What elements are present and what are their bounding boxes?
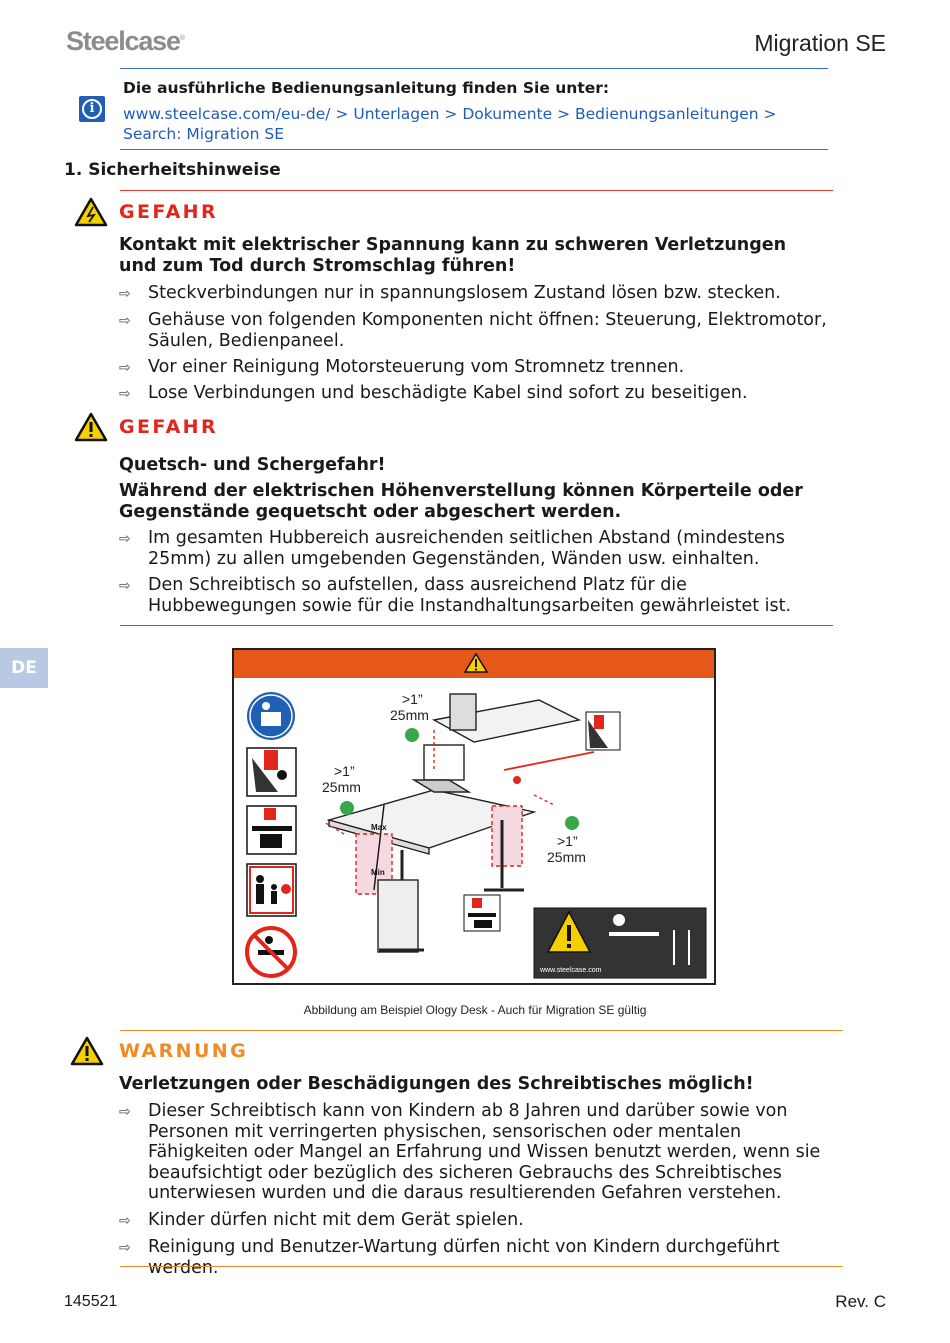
danger-statement: Während der elektrischen Höhenverstellung können Körperteile oder Gegenstände gequetscht oder abgeschert werden.: [119, 481, 803, 522]
figure-caption: Abbildung am Beispiel Ology Desk - Auch für Migration SE gültig: [303, 1003, 647, 1017]
divider: [120, 1030, 843, 1031]
danger-signal-word: GEFAHR: [119, 201, 219, 223]
electric-hazard-icon: [74, 197, 108, 227]
list-item: ⇨ Dieser Schreibtisch kann von Kindern ab 8 Jahren und darüber sowie von Personen mit verringerten physischen, sensorischen oder mentalen Fähigkeiten oder Mangel an Erfahrung und Wissen benutzt werden, wenn sie beaufsichtigt oder bezüglich des sicheren Gebrauchs des Schreibtisches unterwiesen wurden und die daraus resultierenden Gefahren verstehen.: [119, 1101, 821, 1203]
dimension-label: >1”: [334, 763, 355, 779]
warning-triangle-icon: [70, 1036, 104, 1066]
illustration-drawing: [234, 650, 714, 983]
sticker-website: www.steelcase.com: [540, 967, 602, 974]
list-item: ⇨ Lose Verbindungen und beschädigte Kabel sind sofort zu beseitigen.: [119, 383, 748, 403]
warning-triangle-icon: [74, 412, 108, 442]
pinch-hand-icon: [464, 895, 500, 931]
manual-link[interactable]: www.steelcase.com/eu-de/ > Unterlagen > Dokumente > Bedienungsanleitungen > Search: Migration SE: [123, 105, 777, 143]
min-label: Min: [371, 868, 385, 877]
max-label: Max: [371, 823, 387, 832]
divider: [120, 68, 828, 69]
list-item: ⇨ Kinder dürfen nicht mit dem Gerät spielen.: [119, 1210, 524, 1230]
list-item: ⇨ Steckverbindungen nur in spannungslosem Zustand lösen bzw. stecken.: [119, 283, 781, 303]
pinch-hand-icon: [247, 748, 296, 796]
divider: [120, 149, 828, 150]
warning-sticker: [534, 908, 706, 978]
divider: [120, 1266, 843, 1267]
document-title: Migration SE: [754, 30, 886, 56]
list-item: ⇨ Im gesamten Hubbereich ausreichenden seitlichen Abstand (mindestens 25mm) zu allen umgebenden Gegenständen, Wänden usw. einhalten.: [119, 528, 785, 569]
danger-statement: Quetsch- und Schergefahr!: [119, 455, 386, 475]
no-sitting-icon: [247, 928, 295, 976]
divider: [120, 625, 833, 626]
dimension-label: 25mm: [390, 707, 429, 723]
dimension-label: >1”: [402, 691, 423, 707]
dimension-label: 25mm: [322, 779, 361, 795]
revision-label: Rev. C: [835, 1292, 886, 1311]
info-heading: Die ausführliche Bedienungsanleitung finden Sie unter:: [123, 79, 610, 97]
dimension-label: >1”: [557, 833, 578, 849]
warning-signal-word: WARNUNG: [119, 1040, 249, 1062]
danger-statement: Kontakt mit elektrischer Spannung kann zu schweren Verletzungen und zum Tod durch Stromschlag führen!: [119, 235, 787, 276]
list-item: ⇨ Vor einer Reinigung Motorsteuerung vom Stromnetz trennen.: [119, 357, 685, 377]
children-warning-icon: [247, 864, 296, 916]
banner-warning-icon: [465, 654, 487, 672]
list-item: ⇨ Den Schreibtisch so aufstellen, dass ausreichend Platz für die Hubbewegungen sowie für die Instandhaltungsarbeiten gewährleistet ist.: [119, 575, 792, 616]
danger-signal-word: GEFAHR: [119, 416, 219, 438]
warning-statement: Verletzungen oder Beschädigungen des Schreibtisches möglich!: [119, 1074, 754, 1094]
steelcase-logo: Steelcase®: [66, 26, 185, 56]
divider: [120, 190, 833, 191]
pinch-hand-icon: [586, 712, 620, 750]
safety-illustration: [232, 648, 716, 985]
info-icon: i: [79, 96, 105, 122]
section-title: 1. Sicherheitshinweise: [64, 160, 281, 180]
pinch-hand-icon: [247, 806, 296, 854]
document-number: 145521: [64, 1293, 118, 1310]
list-item: ⇨ Gehäuse von folgenden Komponenten nicht öffnen: Steuerung, Elektromotor, Säulen, Bedienpaneel.: [119, 310, 827, 351]
language-tab: DE: [0, 648, 48, 688]
dimension-label: 25mm: [547, 849, 586, 865]
read-manual-icon: [247, 692, 295, 740]
list-item: ⇨ Reinigung und Benutzer-Wartung dürfen nicht von Kindern durchgeführt werden.: [119, 1237, 780, 1278]
